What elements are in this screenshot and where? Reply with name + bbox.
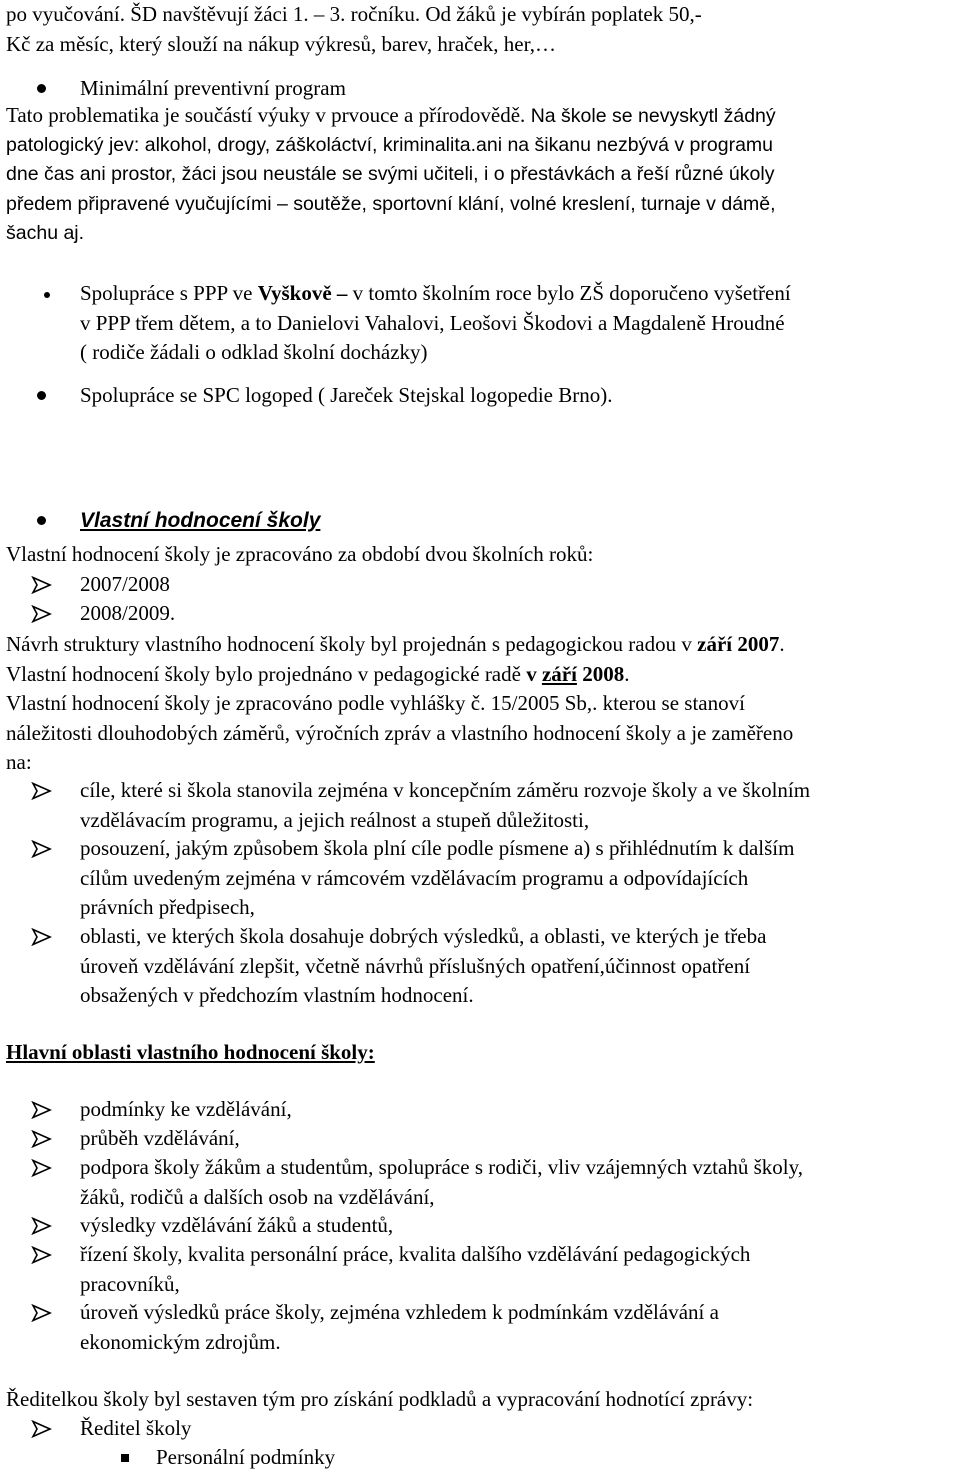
prevention-line-5: šachu aj. [6, 222, 85, 244]
ppp-text [6, 279, 956, 368]
team-member: Ředitel školy [6, 1414, 956, 1444]
area-item: výsledky vzdělávání žáků a studentů, [6, 1211, 956, 1241]
main-areas-heading: Hlavní oblasti vlastního hodnocení školy: [6, 1040, 375, 1064]
arrow-bullet-icon [31, 1420, 53, 1438]
bullet-dot-icon [37, 516, 46, 525]
spc-bullet [6, 381, 956, 411]
ppp-line-2: v PPP třem dětem, a to Danielovi Vahalovi, Leošovi Škodovi a Magdaleně Hroudné [80, 310, 785, 335]
prevention-line-3: dne čas ani prostor, žáci jsou neustále se svými učiteli, i o přestávkách a řeší různé úkoly [6, 163, 775, 185]
area-item: podmínky ke vzdělávání, [6, 1095, 956, 1125]
arrow-bullet-icon [31, 1159, 53, 1177]
arrow-bullet-icon [31, 928, 53, 946]
prevention-title: Minimální preventivní program [80, 76, 346, 100]
area-item: průběh vzdělávání, [6, 1124, 956, 1154]
team-sub-item: Personální podmínky [6, 1443, 956, 1473]
arrow-bullet-icon [31, 1304, 53, 1322]
arrow-bullet-icon [31, 840, 53, 858]
year-item: 2008/2009. [6, 599, 956, 629]
prevention-line-1: Tato problematika je součástí výuky v prvouce a přírodovědě. Na škole se nevyskytl žádný [6, 103, 776, 127]
year-item: 2007/2008 [6, 570, 956, 600]
law-line-3: na: [6, 750, 32, 774]
arrow-bullet-icon [31, 605, 53, 623]
focus-item: posouzení, jakým způsobem škola plní cíle podle písmene a) s přihlédnutím k dalším cílům uvedeným zejména v rámcovém vzdělávacím programu a odpovídajících právních předpisech, [6, 834, 956, 923]
ppp-line-3: ( rodiče žádali o odklad školní docházky) [80, 340, 428, 364]
arrow-bullet-icon [31, 1101, 53, 1119]
self-eval-details [6, 630, 956, 778]
arrow-bullet-icon [31, 1246, 53, 1264]
arrow-bullet-icon [31, 1130, 53, 1148]
spc-text: Spolupráce se SPC logoped ( Jareček Stejskal logopedie Brno). [80, 383, 613, 407]
arrow-bullet-icon [31, 782, 53, 800]
self-eval-heading: Vlastní hodnocení školy [80, 509, 321, 532]
ppp-bullet [6, 279, 956, 368]
arrow-bullet-icon [31, 1217, 53, 1235]
area-item: úroveň výsledků práce školy, zejména vzhledem k podmínkám vzdělávání a ekonomickým zdrojům. [6, 1298, 956, 1357]
bullet-dot-icon [44, 292, 50, 298]
prevention-paragraph [6, 101, 956, 249]
focus-item: cíle, které si škola stanovila zejména v koncepčním záměru rozvoje školy a ve školním vzdělávacím programu, a jejich reálnost a stupeň důležitosti, [6, 776, 956, 835]
focus-item: oblasti, ve kterých škola dosahuje dobrých výsledků, a oblasti, ve kterých je třeba úroveň vzdělávání zlepšit, včetně návrhů příslušných opatření,účinnost opatření obsažených v předchozím vlastním hodnocení. [6, 922, 956, 1011]
intro-line-2: Kč za měsíc, který slouží na nákup výkresů, barev, hraček, her,… [6, 31, 556, 56]
self-eval-heading-row [6, 506, 956, 536]
prevention-line-2: patologický jev: alkohol, drogy, záškoláctví, kriminalita.ani na šikanu nezbývá v programu [6, 133, 774, 156]
law-line-1: Vlastní hodnocení školy je zpracováno podle vyhlášky č. 15/2005 Sb,. kterou se stanoví [6, 691, 745, 715]
law-line-2: náležitosti dlouhodobých záměrů, výročních zpráv a vlastního hodnocení školy a je zaměřeno [6, 720, 794, 745]
approved-line: Vlastní hodnocení školy bylo projednáno v pedagogické radě v září 2008. [6, 661, 630, 686]
arrow-bullet-icon [31, 576, 53, 594]
self-eval-intro: Vlastní hodnocení školy je zpracováno za období dvou školních roků: [6, 542, 594, 566]
prevention-bullet [6, 74, 956, 104]
square-bullet-icon [121, 1454, 129, 1462]
intro-line-1: po vyučování. ŠD navštěvují žáci 1. – 3. ročníku. Od žáků je vybírán poplatek 50,- [6, 2, 702, 26]
bullet-dot-icon [37, 391, 46, 400]
team-intro: Ředitelkou školy byl sestaven tým pro získání podkladů a vypracování hodnotící zprávy: [6, 1387, 754, 1411]
area-item: podpora školy žákům a studentům, spolupráce s rodiči, vliv vzájemných vztahů školy, žáků, rodičů a dalších osob na vzdělávání, [6, 1153, 956, 1212]
area-item: řízení školy, kvalita personální práce, kvalita dalšího vzdělávání pedagogických pracovníků, [6, 1240, 956, 1299]
prevention-line-4: předem připravené vyučujícími – soutěže, sportovní klání, volné kreslení, turnaje v dámě, [6, 192, 776, 215]
intro-paragraph [6, 0, 956, 59]
ppp-line-1: Spolupráce s PPP ve Vyškově – v tomto školním roce bylo ZŠ doporučeno vyšetření [80, 281, 791, 305]
bullet-dot-icon [37, 84, 46, 93]
draft-line: Návrh struktury vlastního hodnocení školy byl projednán s pedagogickou radou v září 2007. [6, 632, 785, 656]
